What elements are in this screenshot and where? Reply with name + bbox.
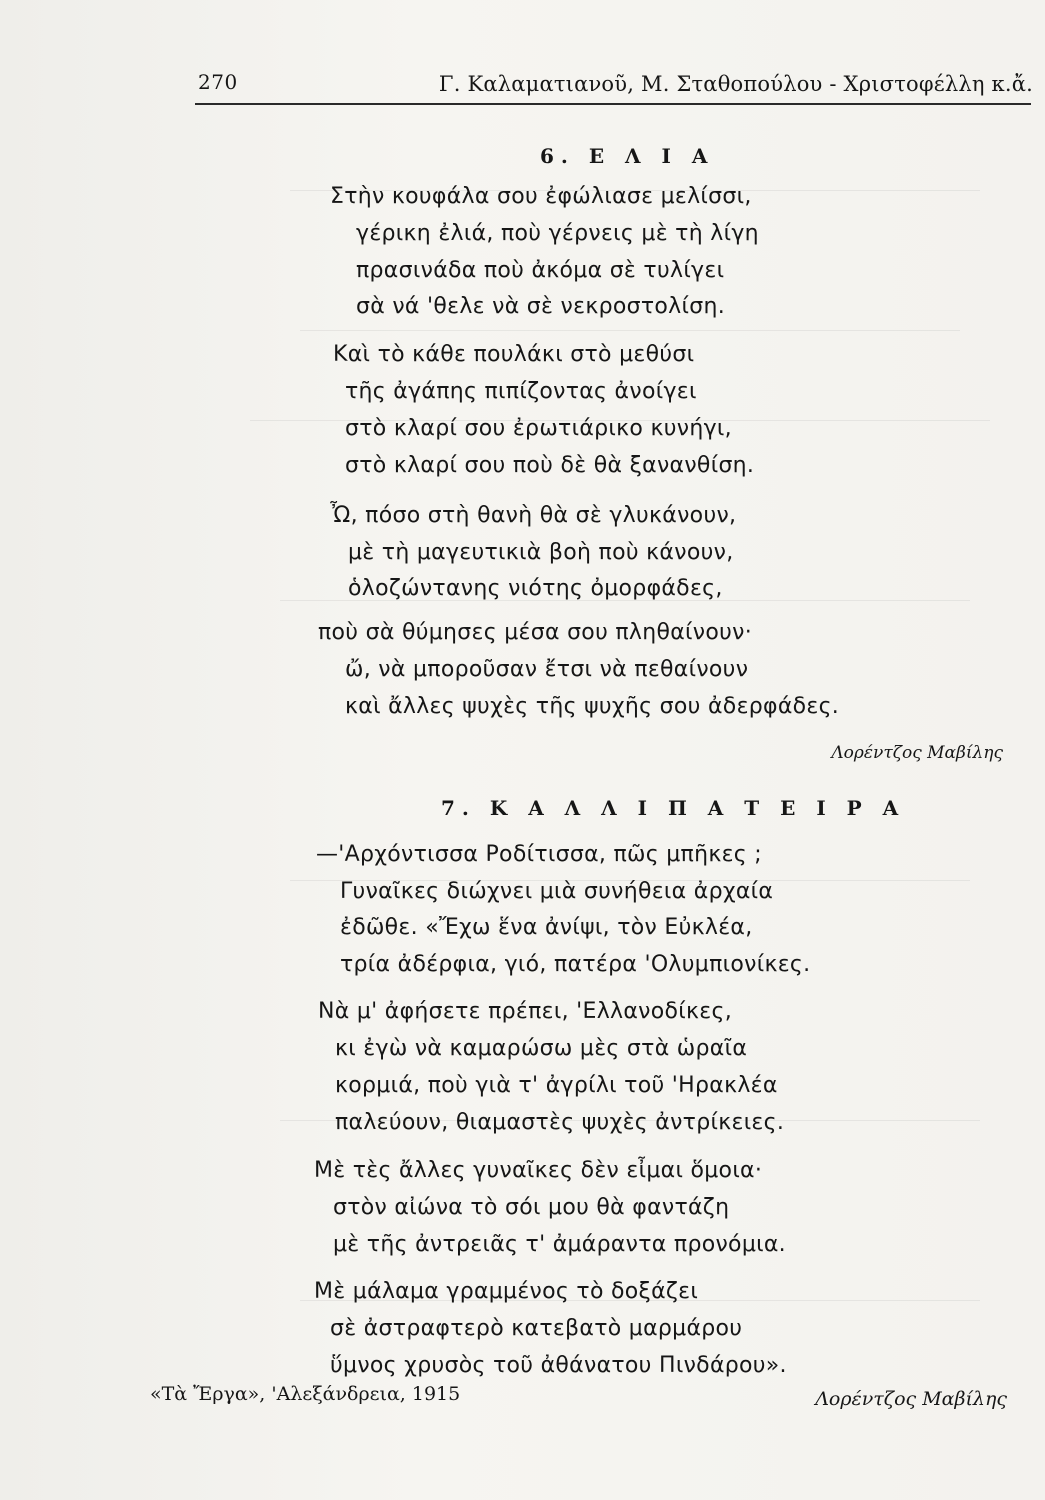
poem2-line: σὲ ἀστραφτερὸ κατεβατὸ μαρμάρου <box>330 1316 743 1341</box>
poem1-line: ποὺ σὰ θύμησες μέσα σου πληθαίνουν· <box>318 620 753 645</box>
poem2-line: παλεύουν, θιαμαστὲς ψυχὲς ἀντρίκειες. <box>335 1110 785 1135</box>
poem1-line: στὸ κλαρί σου ἐρωτιάρικο κυνήγι, <box>345 416 732 441</box>
poem2-line: —'Αρχόντισσα Ροδίτισσα, πῶς μπῆκες ; <box>316 842 763 867</box>
poem2-line: Μὲ τὲς ἄλλες γυναῖκες δὲν εἶμαι ὅμοια· <box>314 1158 763 1183</box>
poem1-line: σὰ νά 'θελε νὰ σὲ νεκροστολίση. <box>356 294 726 319</box>
poem2-line: μὲ τῆς ἀντρειᾶς τ' ἀμάραντα προνόμια. <box>333 1232 786 1257</box>
poem2-author: Λορέντζος Μαβίλης <box>815 1388 1007 1410</box>
poem1-line: ὤ, νὰ μποροῦσαν ἔτσι νὰ πεθαίνουν <box>345 657 749 682</box>
poem2-line: κι ἐγὼ νὰ καμαρώσω μὲς στὰ ὡραῖα <box>335 1036 748 1061</box>
poem1-title: 6. Ε Λ Ι Α <box>540 144 715 168</box>
poem1-author: Λορέντζος Μαβίλης <box>831 743 1003 763</box>
header-rule <box>195 103 1031 105</box>
running-title: Γ. Καλαματιανοῦ, Μ. Σταθοπούλου - Χριστοφέλλη κ.ἄ. <box>438 72 1033 96</box>
poem2-line: τρία ἀδέρφια, γιό, πατέρα 'Ολυμπιονίκες. <box>340 952 811 977</box>
poem1-line: πρασινάδα ποὺ ἀκόμα σὲ τυλίγει <box>356 258 725 283</box>
poem2-line: ὕμνος χρυσὸς τοῦ ἀθάνατου Πινδάρου». <box>330 1353 787 1378</box>
poem1-line: γέρικη ἐλιά, ποὺ γέρνεις μὲ τὴ λίγη <box>356 221 759 246</box>
poem1-line: Ὦ, πόσο στὴ θανὴ θὰ σὲ γλυκάνουν, <box>330 503 737 528</box>
poem2-line: Γυναῖκες διώχνει μιὰ συνήθεια ἀρχαία <box>340 879 774 904</box>
poem2-line: στὸν αἰώνα τὸ σόι μου θὰ φαντάζη <box>333 1195 730 1220</box>
bleed-mark <box>300 330 960 331</box>
poem2-line: Μὲ μάλαμα γραμμένος τὸ δοξάζει <box>314 1279 699 1304</box>
poem1-line: καὶ ἄλλες ψυχὲς τῆς ψυχῆς σου ἀδερφάδες. <box>345 694 840 719</box>
poem1-line: τῆς ἀγάπης πιπίζοντας ἀνοίγει <box>345 379 697 404</box>
poem2-line: ἐδῶθε. «Ἔχω ἕνα ἀνίψι, τὸν Εὐκλέα, <box>340 915 753 940</box>
poem2-line: κορμιά, ποὺ γιὰ τ' ἀγρίλι τοῦ 'Ηρακλέα <box>335 1073 778 1098</box>
poem2-title: 7. Κ Α Λ Λ Ι Π Α Τ Ε Ι Ρ Α <box>441 796 906 820</box>
poem1-line: στὸ κλαρί σου ποὺ δὲ θὰ ξανανθίση. <box>345 453 755 478</box>
poem1-line: Στὴν κουφάλα σου ἐφώλιασε μελίσσι, <box>330 184 752 209</box>
poem1-line: Καὶ τὸ κάθε πουλάκι στὸ μεθύσι <box>333 342 695 367</box>
poem1-line: ὁλοζώντανης νιότης ὀμορφάδες, <box>348 576 723 601</box>
page-number: 270 <box>198 70 238 94</box>
source-citation: «Τὰ Ἔργα», 'Αλεξάνδρεια, 1915 <box>150 1383 461 1405</box>
poem1-line: μὲ τὴ μαγευτικιὰ βοὴ ποὺ κάνουν, <box>348 540 734 565</box>
poem2-line: Νὰ μ' ἀφήσετε πρέπει, 'Ελλανοδίκες, <box>318 999 732 1024</box>
